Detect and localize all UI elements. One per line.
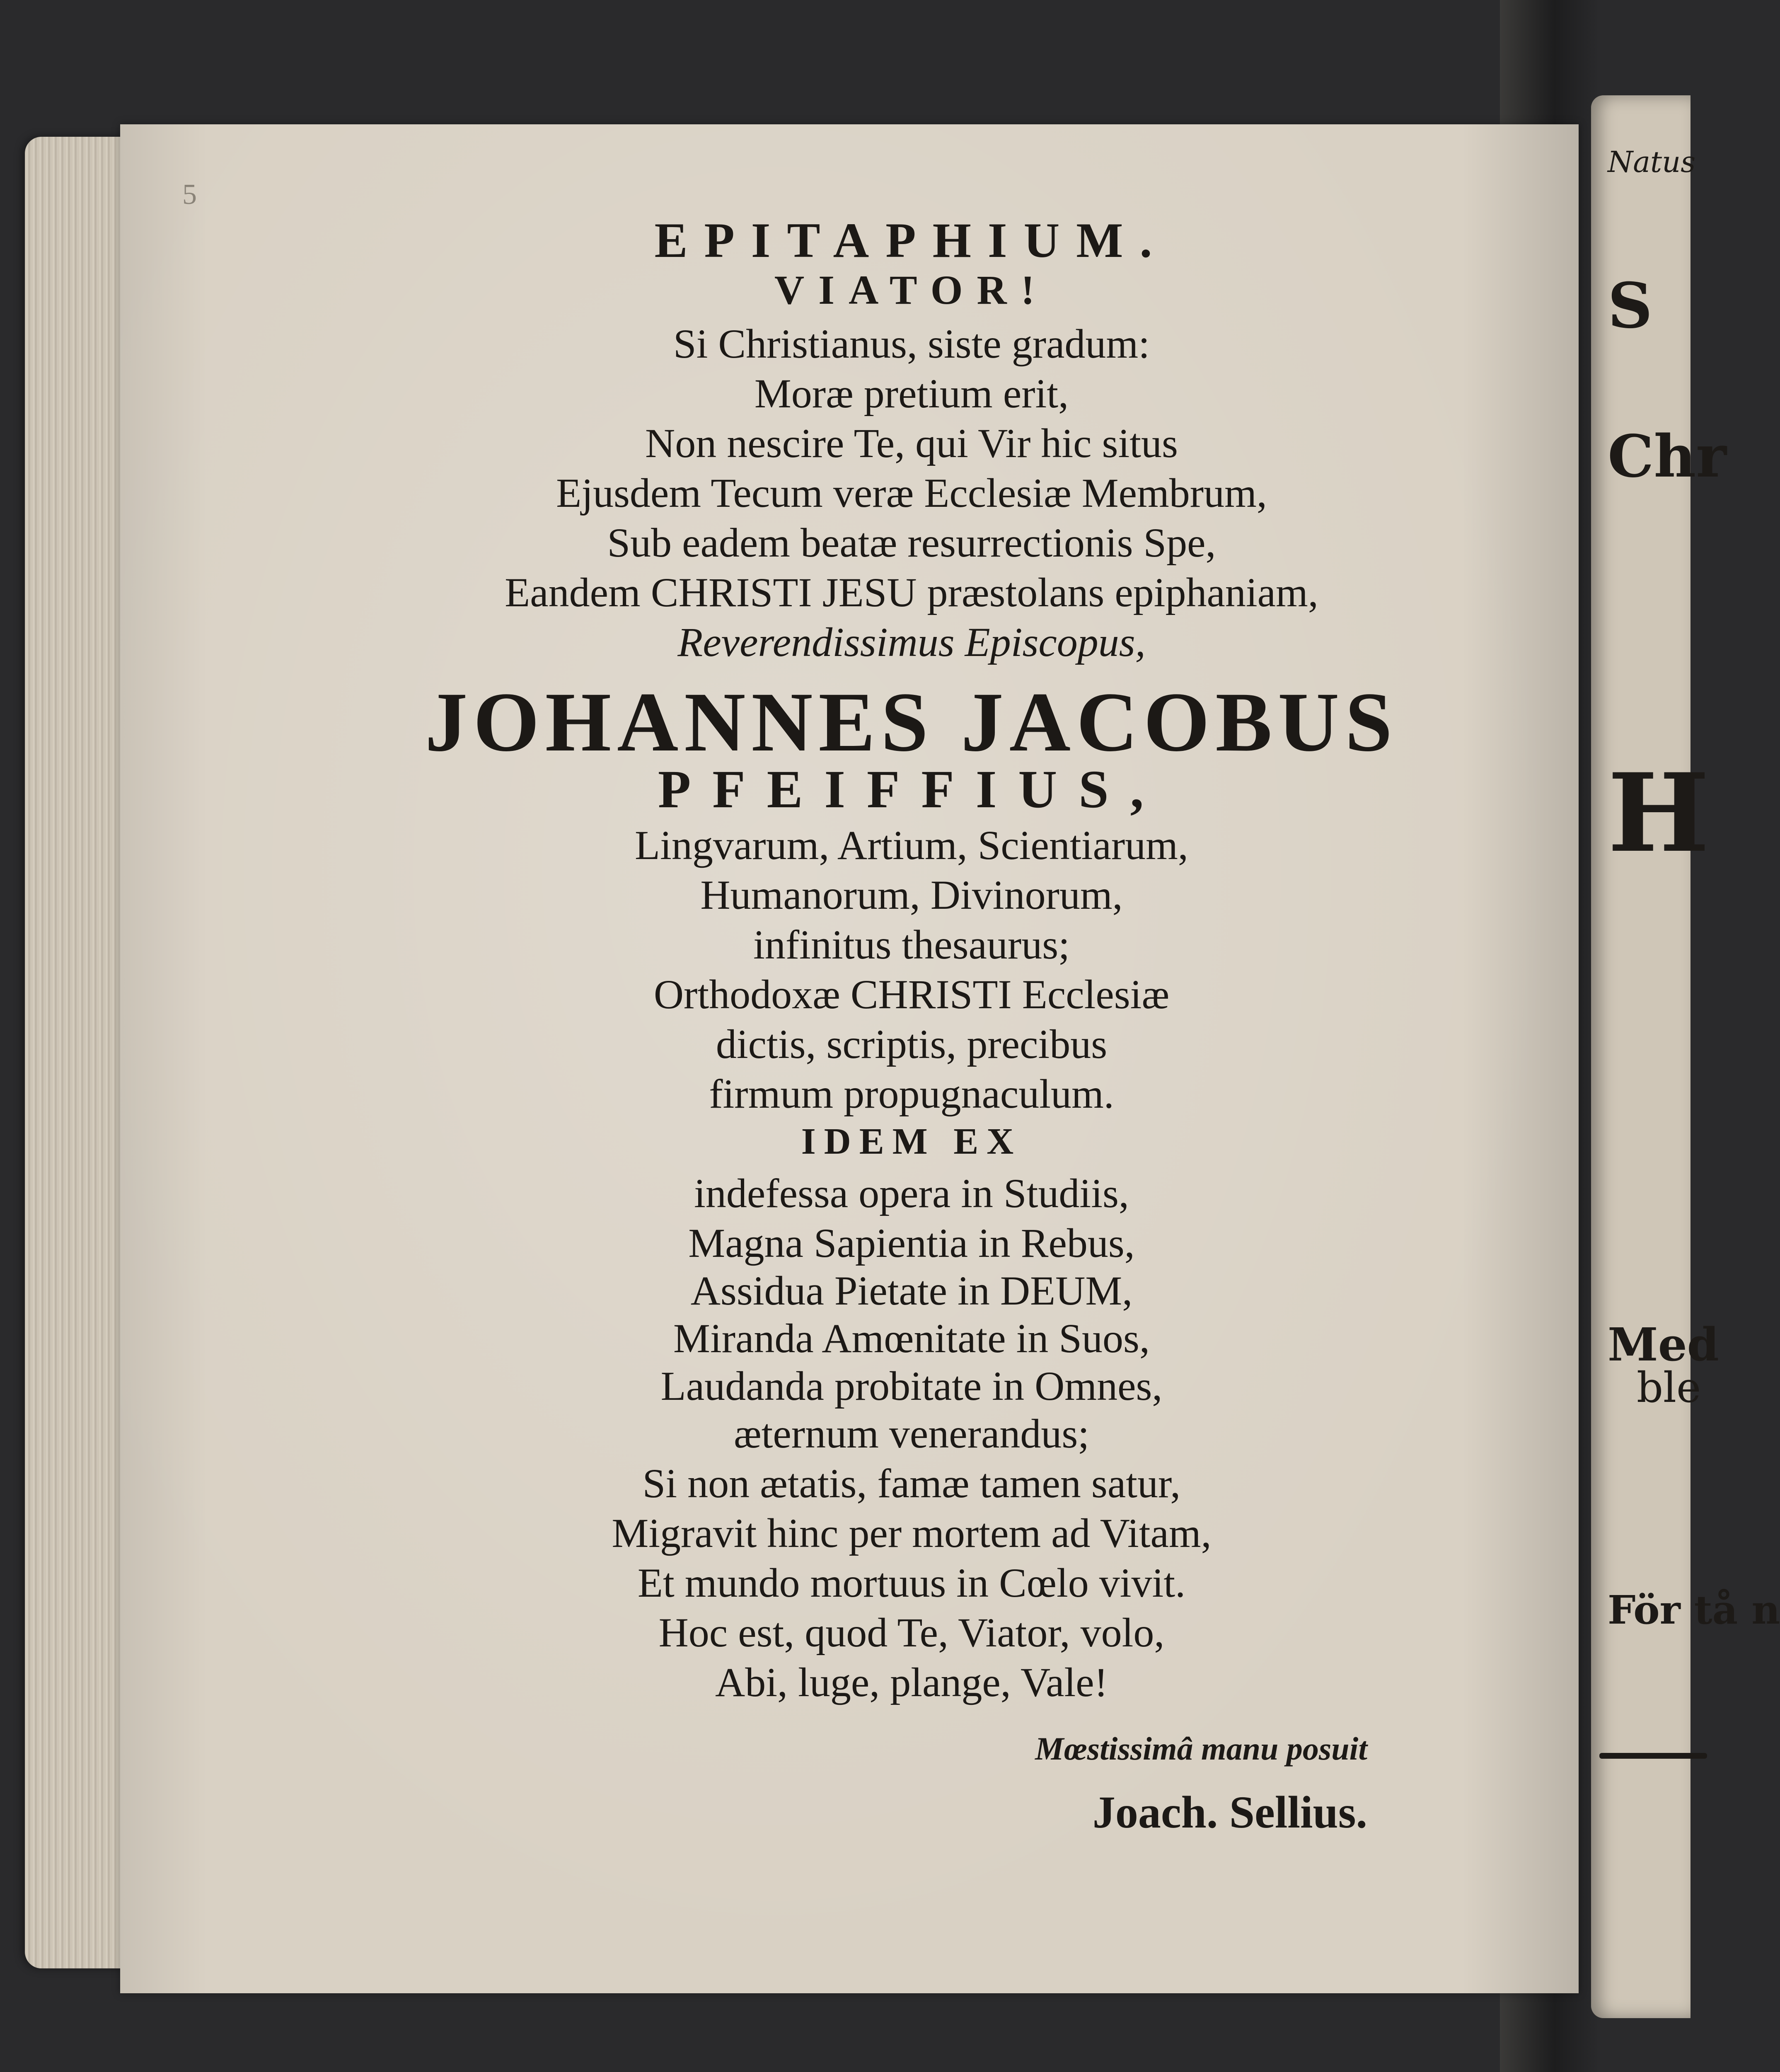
text-line: firmum propugnaculum. (709, 1071, 1114, 1117)
epitaph-title: EPITAPHIUM. (654, 213, 1169, 268)
text-line: Et mundo mortuus in Cœlo vivit. (637, 1560, 1186, 1606)
text-line: Lingvarum, Artium, Scientiarum, (635, 822, 1188, 868)
page-mark: 5 (182, 179, 201, 211)
facing-fragment: ble (1637, 1363, 1701, 1412)
facing-fragment: S (1608, 269, 1653, 342)
facing-fragment: Chr (1608, 423, 1727, 491)
text-line: Orthodoxæ CHRISTI Ecclesiæ (653, 971, 1170, 1017)
facing-fragment: Med (1608, 1318, 1719, 1371)
signature-name: Joach. Sellius. (1092, 1787, 1367, 1837)
text-line: æternum venerandus; (733, 1411, 1090, 1457)
text-line: indefessa opera in Studiis, (694, 1170, 1129, 1216)
signature-note: Mœstissimâ manu posuit (1035, 1731, 1367, 1767)
text-line: Ejusdem Tecum veræ Ecclesiæ Membrum, (556, 470, 1267, 516)
text-line: Si non ætatis, famæ tamen satur, (642, 1460, 1181, 1506)
text-line: Eandem CHRISTI JESU præstolans epiphaniam, (505, 569, 1318, 615)
facing-fragment: Natus (1608, 145, 1696, 179)
text-line: infinitus thesaurus; (753, 922, 1070, 968)
text-line: Reverendissimus Episcopus, (677, 619, 1146, 665)
text-line: Abi, luge, plange, Vale! (715, 1659, 1108, 1705)
facing-fragment: För tå n (1608, 1587, 1780, 1633)
text-line: Humanorum, Divinorum, (700, 872, 1123, 918)
text-line: Miranda Amœnitate in Suos, (673, 1315, 1150, 1361)
facing-fragment: H (1608, 750, 1710, 876)
text-line: VIATOR! (774, 267, 1049, 313)
text-line: IDEM EX (801, 1121, 1022, 1162)
text-line: Sub eadem beatæ resurrectionis Spe, (607, 520, 1216, 566)
text-line: Hoc est, quod Te, Viator, volo, (658, 1610, 1165, 1656)
text-line: Moræ pretium erit, (754, 370, 1069, 416)
text-line: Magna Sapientia in Rebus, (688, 1220, 1135, 1266)
text-line: Assidua Pietate in DEUM, (690, 1268, 1133, 1314)
subject-surname: PFEIFFIUS, (658, 760, 1166, 819)
text-line: Non nescire Te, qui Vir hic situs (645, 420, 1178, 466)
subject-name: JOHANNES JACOBUS (425, 675, 1398, 769)
text-line: dictis, scriptis, precibus (716, 1021, 1108, 1067)
text-line: Laudanda probitate in Omnes, (660, 1363, 1163, 1409)
text-line: Si Christianus, siste gradum: (673, 321, 1150, 367)
text-line: Migravit hinc per mortem ad Vitam, (612, 1510, 1212, 1556)
